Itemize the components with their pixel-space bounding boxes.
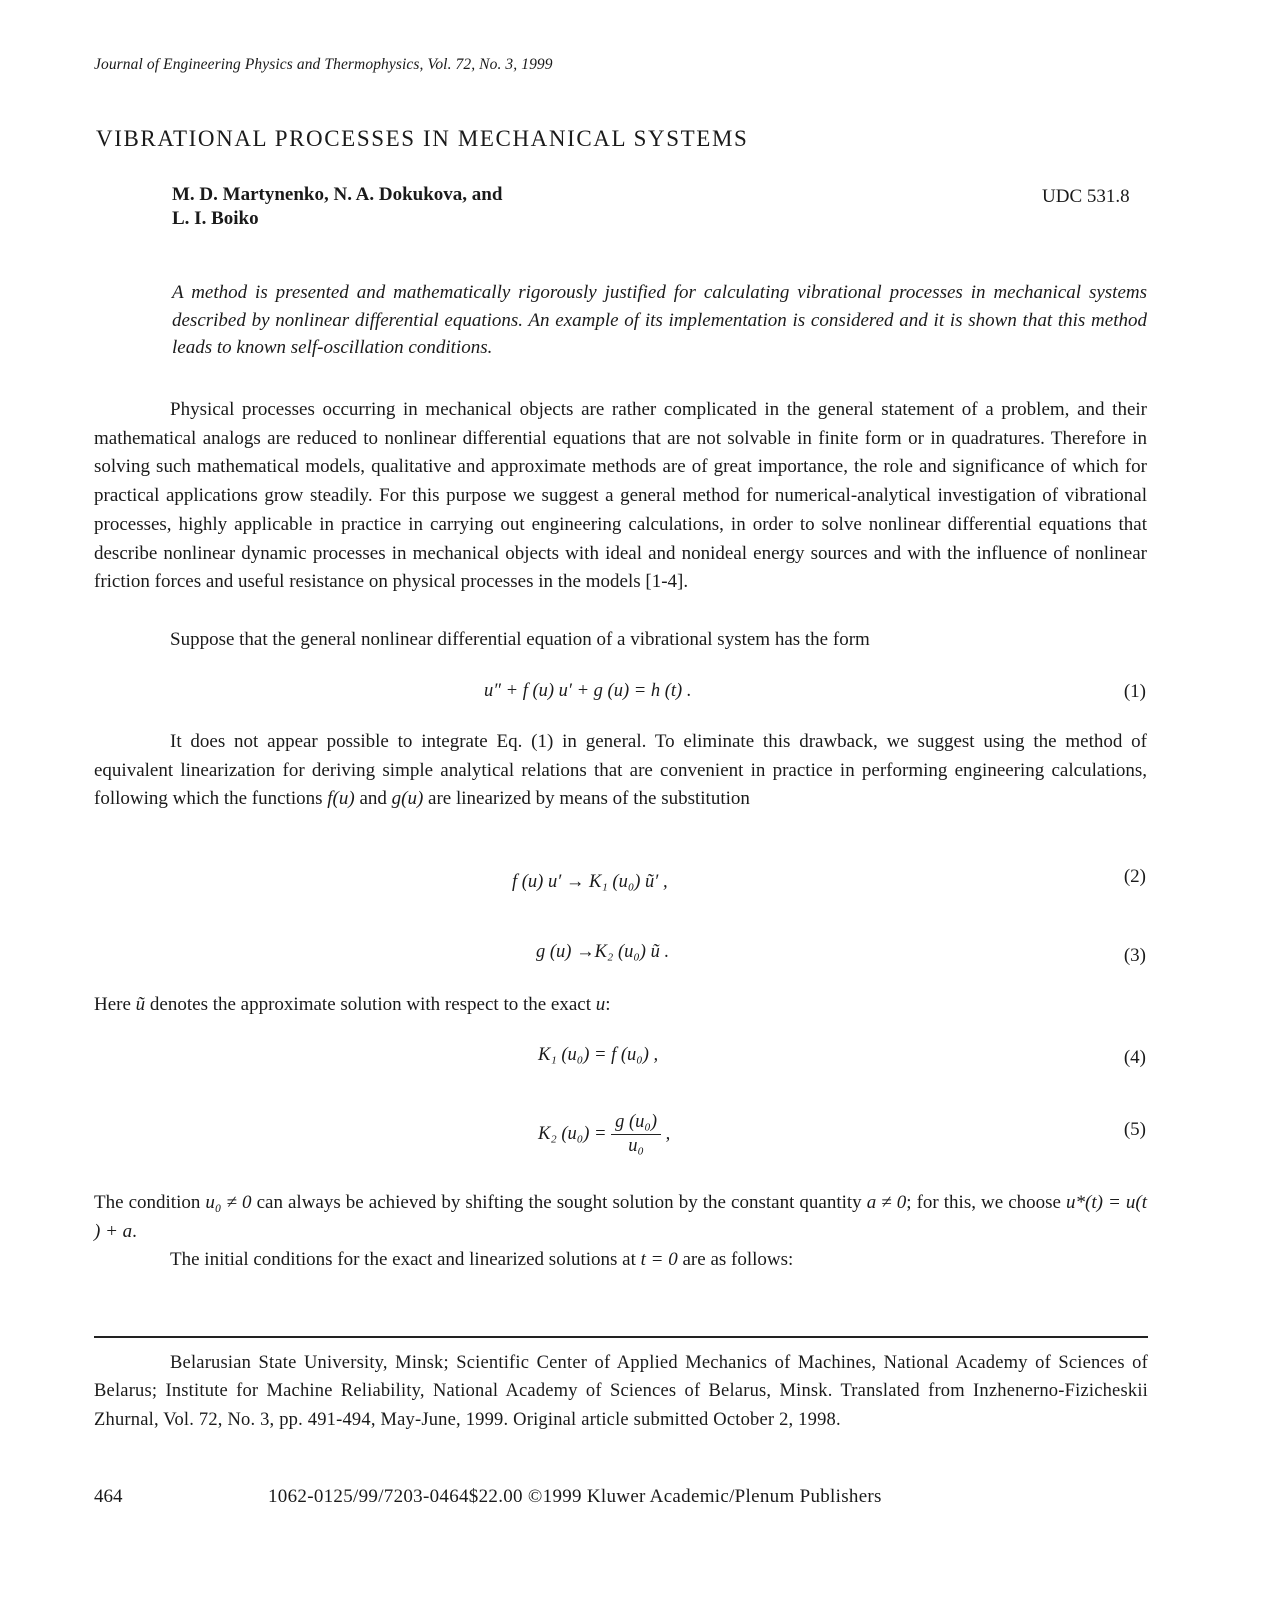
condition-text-e: ; for this, we choose xyxy=(906,1192,1067,1213)
copyright-line: 1062-0125/99/7203-0464$22.00 ©1999 Kluwer Academic/Plenum Publishers xyxy=(268,1486,882,1507)
condition-text-c: can always be achieved by shifting the sought solution by the constant quantity xyxy=(251,1192,867,1213)
journal-header: Journal of Engineering Physics and Thermophysics, Vol. 72, No. 3, 1999 xyxy=(94,56,553,73)
footnote-divider xyxy=(94,1336,1148,1338)
here-start: Here xyxy=(94,994,136,1015)
page-number: 464 xyxy=(94,1486,123,1507)
exact-u-symbol: u xyxy=(595,994,606,1015)
initial-text-a: The initial conditions for the exact and linearized solutions at xyxy=(170,1249,641,1270)
condition-text-g: . xyxy=(132,1220,137,1242)
here-end: : xyxy=(605,994,611,1015)
initial-conditions-paragraph xyxy=(94,1246,1147,1275)
equation-3-number: (3) xyxy=(1123,945,1146,966)
condition-a-nonzero: a ≠ 0 xyxy=(866,1192,907,1213)
equation-4-number: (4) xyxy=(1123,1047,1146,1068)
condition-paragraph xyxy=(94,1189,1147,1246)
abstract: A method is presented and mathematically rigorously justified for calculating vibrational processes in mechanical systems described by nonlinear differential equations. An example of its implementation is considered and it is shown that this method leads to known self-oscillation conditions. xyxy=(172,282,1147,358)
initial-text-c: are as follows: xyxy=(677,1249,794,1270)
equation-5 xyxy=(538,1112,670,1157)
condition-shifted-solution: u*(t) = u(t ) + a xyxy=(94,1192,1147,1242)
here-middle: denotes the approximate solution with respect to the exact xyxy=(145,994,596,1015)
udc-code: UDC 531.8 xyxy=(1042,186,1130,207)
authors-line-1: M. D. Martynenko, N. A. Dokukova, and xyxy=(172,184,503,205)
equation-1: u″ + f (u) u′ + g (u) = h (t) . xyxy=(484,681,692,701)
body-paragraph-3 xyxy=(94,728,1147,814)
body-paragraph-1: Physical processes occurring in mechanical objects are rather complicated in the general statement of a problem, and their mathematical analogs are reduced to nonlinear differential equations that are not solvable in finite form or in quadratures. Therefore in solving such mathematical models, qualitative and approximate methods are of great importance, the role and significance of which for practical applications grow steadily. For this purpose we suggest a general method for numerical-analytical investigation of vibrational processes, highly applicable in practice in carrying out engineering calculations, in order to solve nonlinear differential equations that describe nonlinear dynamic processes in mechanical objects with ideal and nonideal energy sources and with the influence of nonlinear friction forces and useful resistance on physical processes in the models [1-4]. xyxy=(94,399,1147,593)
article-title: VIBRATIONAL PROCESSES IN MECHANICAL SYSTEMS xyxy=(96,126,749,151)
equation-1-number: (1) xyxy=(1123,681,1146,702)
equation-3: g (u) →K₂ (u₀) ũ . xyxy=(536,942,670,962)
body-paragraph-2: Suppose that the general nonlinear differential equation of a vibrational system has the form xyxy=(170,629,870,650)
function-g-of-u: g(u) xyxy=(391,788,424,810)
equation-2: f (u) u′ → K₁ (u₀) ũ′ , xyxy=(512,872,668,892)
initial-t-zero: t = 0 xyxy=(640,1249,678,1270)
equation-5-comma: , xyxy=(665,1123,671,1144)
function-f-of-u: f(u) xyxy=(327,788,355,810)
paragraph-3-text-end: are linearized by means of the substitution xyxy=(423,788,750,810)
u-tilde-symbol: ũ xyxy=(135,994,146,1015)
equation-5-number: (5) xyxy=(1123,1119,1146,1140)
here-sentence xyxy=(94,991,1147,1020)
equation-2-number: (2) xyxy=(1123,866,1146,887)
equation-4: K₁ (u₀) = f (u₀) , xyxy=(538,1045,659,1065)
equation-5-denominator: u₀ xyxy=(628,1136,644,1156)
equation-5-lhs: K₂ (u₀) = xyxy=(538,1123,607,1144)
affiliation-footnote: Belarusian State University, Minsk; Scientific Center of Applied Mechanics of Machines, National Academy of Sciences of Belarus; Institute for Machine Reliability, National Academy of Sciences of Belarus, Minsk. Translated from Inzhenerno-Fizicheskii Zhurnal, Vol. 72, No. 3, pp. 491-494, May-June, 1999. Original article submitted October 2, 1998. xyxy=(94,1353,1148,1430)
condition-u0-nonzero: u₀ ≠ 0 xyxy=(205,1192,252,1213)
authors-line-2: L. I. Boiko xyxy=(172,208,259,229)
equation-5-numerator: g (u₀) xyxy=(611,1112,661,1135)
author-list xyxy=(172,183,502,231)
paragraph-3-text-start: It does not appear possible to integrate Eq. (1) in general. To eliminate this drawback, we suggest using the method of equivalent linearization for deriving simple analytical relations that are convenient in practice in performing engineering calculations, following which the functions xyxy=(94,731,1147,810)
equation-5-fraction xyxy=(611,1112,661,1157)
paragraph-3-and: and xyxy=(354,788,392,810)
condition-text-a: The condition xyxy=(94,1192,206,1213)
